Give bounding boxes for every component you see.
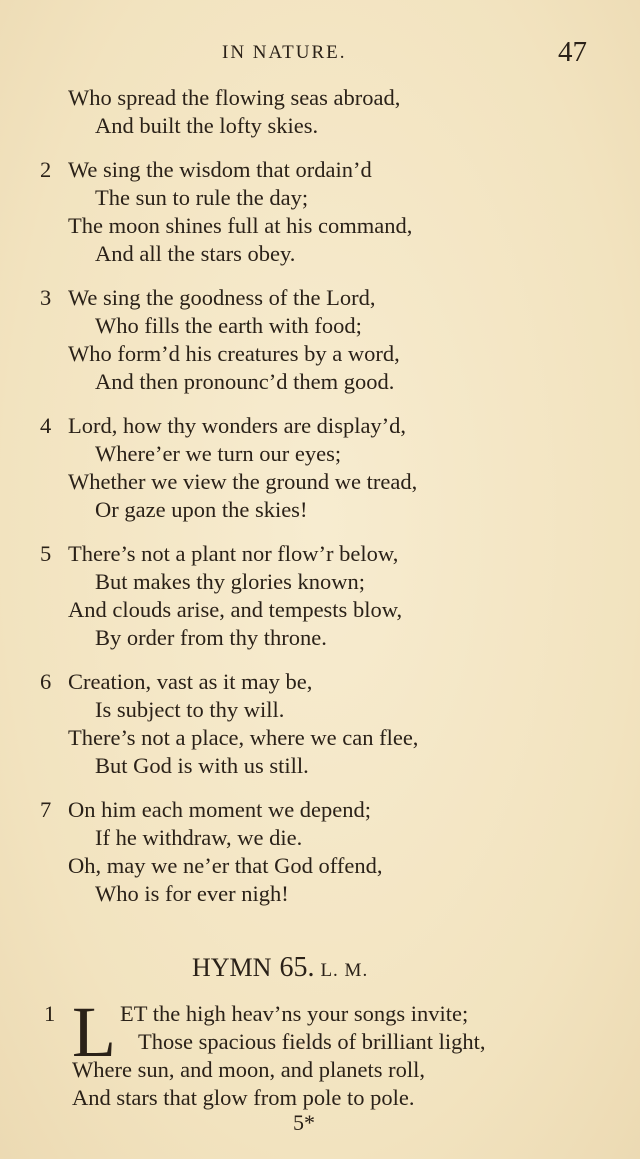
verse-line: And then pronounc’d them good. [95,369,395,394]
verse-line: The moon shines full at his command, [68,213,413,238]
verse-line: Oh, may we ne’er that God offend, [68,853,383,878]
verse-line: We sing the goodness of the Lord, [68,285,376,310]
verse-line: Whether we view the ground we tread, [68,469,418,494]
verse-line: There’s not a place, where we can flee, [68,725,419,750]
verse-line: ET the high heav’ns your songs invite; [120,1001,469,1026]
verse-line: Who is for ever nigh! [95,881,289,906]
signature-mark: 5* [293,1110,315,1135]
verse-line: Lord, how thy wonders are display’d, [68,413,407,438]
verse-line: We sing the wisdom that ordain’d [68,157,372,182]
hymn-number: 65. [279,952,315,983]
verse-line: Who fills the earth with food; [95,313,362,338]
stanza-number: 3 [40,285,52,310]
verse-line: Where’er we turn our eyes; [95,441,342,466]
stanza-number: 7 [40,797,52,822]
running-head [0,36,640,70]
verse-line: Who spread the flowing seas abroad, [68,85,401,110]
hymn-label: HYMN [192,953,272,982]
stanza-number: 5 [40,541,52,566]
stanza-number: 2 [40,157,52,182]
verse-line: By order from thy throne. [95,625,327,650]
stanza-number: 6 [40,669,52,694]
verse-line: The sun to rule the day; [95,185,309,210]
verse-line: Is subject to thy will. [95,697,285,722]
verse-line: But God is with us still. [95,753,309,778]
verse-line: On him each moment we depend; [68,797,372,822]
verse-line: Where sun, and moon, and planets roll, [72,1057,426,1082]
drop-cap: L [72,992,116,1072]
verse-line: There’s not a plant nor flow’r below, [68,541,399,566]
verse-line: Or gaze upon the skies! [95,497,308,522]
stanza-number: 4 [40,413,52,438]
verse-line: And built the lofty skies. [95,113,319,138]
verse-line: And clouds arise, and tempests blow, [68,597,403,622]
verse-line: Creation, vast as it may be, [68,669,313,694]
verse-line: And stars that glow from pole to pole. [72,1085,415,1110]
hymn-meter: L. M. [320,960,369,981]
verse-line: Those spacious fields of brilliant light, [138,1029,486,1054]
verse-line: And all the stars obey. [95,241,296,266]
verse-line: Who form’d his creatures by a word, [68,341,400,366]
verse-line: If he withdraw, we die. [95,825,303,850]
page-number: 47 [558,36,587,68]
stanza-number: 1 [44,1001,56,1026]
running-title: IN NATURE. [222,42,347,63]
hymn-heading [192,952,368,984]
verse-line: But makes thy glories known; [95,569,365,594]
